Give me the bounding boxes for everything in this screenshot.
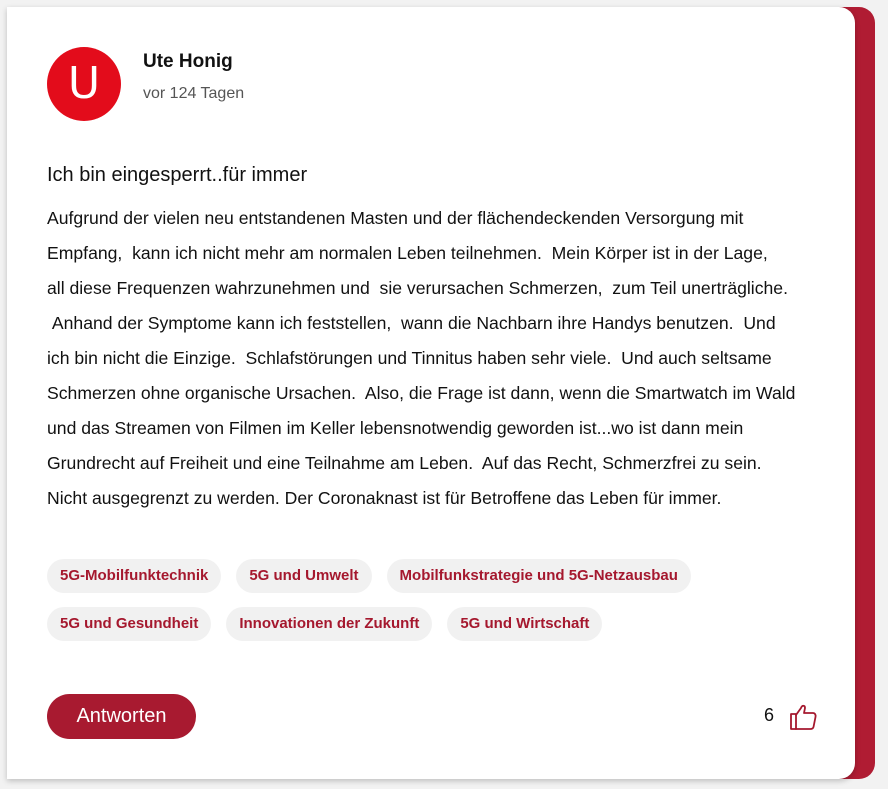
- thumbs-up-icon[interactable]: [788, 702, 818, 732]
- tag-row: [47, 559, 747, 593]
- comment-card: [7, 7, 855, 779]
- tag-5g-und-gesundheit[interactable]: 5G und Gesundheit: [47, 607, 211, 641]
- tag-innovationen-der-zukunft[interactable]: Innovationen der Zukunft: [226, 607, 432, 641]
- tag-mobilfunkstrategie[interactable]: Mobilfunkstrategie und 5G-Netzausbau: [387, 559, 691, 593]
- like-count: 6: [764, 705, 775, 725]
- tag-5g-und-wirtschaft[interactable]: 5G und Wirtschaft: [447, 607, 602, 641]
- tag-5g-und-umwelt[interactable]: 5G und Umwelt: [236, 559, 371, 593]
- post-body: Aufgrund der vielen neu entstandenen Masten und der flächendeckenden Versorgung mit Empfang, kann ich nicht mehr am normalen Leben teilnehmen. Mein Körper ist in der Lage, all diese Frequenzen wahrzunehmen und sie verursachen Schmerzen, zum Teil unerträgliche. Anhand der Symptome kann ich feststellen, wann die Nachbarn ihre Handys benutzen. Und ich bin nicht die Einzige. Schlafstörungen und Tinnitus haben sehr viele. Und auch seltsame Schmerzen ohne organische Ursachen. Also, die Frage ist dann, wenn die Smartwatch im Wald und das Streamen von Filmen im Keller lebensnotwendig geworden ist...wo ist dann mein Grundrecht auf Freiheit und eine Teilnahme am Leben. Auf das Recht, Schmerzfrei zu sein. Nicht ausgegrenzt zu werden. Der Coronaknast ist für Betroffene das Leben für immer.: [47, 208, 796, 508]
- tag-5g-mobilfunktechnik[interactable]: 5G-Mobilfunktechnik: [47, 559, 221, 593]
- post-age: vor 124 Tagen: [143, 85, 245, 102]
- tag-list: [47, 559, 747, 655]
- post-title: Ich bin eingesperrt..für immer: [47, 164, 308, 186]
- avatar: U: [47, 47, 121, 121]
- tag-row: [47, 607, 747, 641]
- reply-button[interactable]: Antworten: [47, 694, 196, 739]
- author-name: Ute Honig: [143, 51, 233, 72]
